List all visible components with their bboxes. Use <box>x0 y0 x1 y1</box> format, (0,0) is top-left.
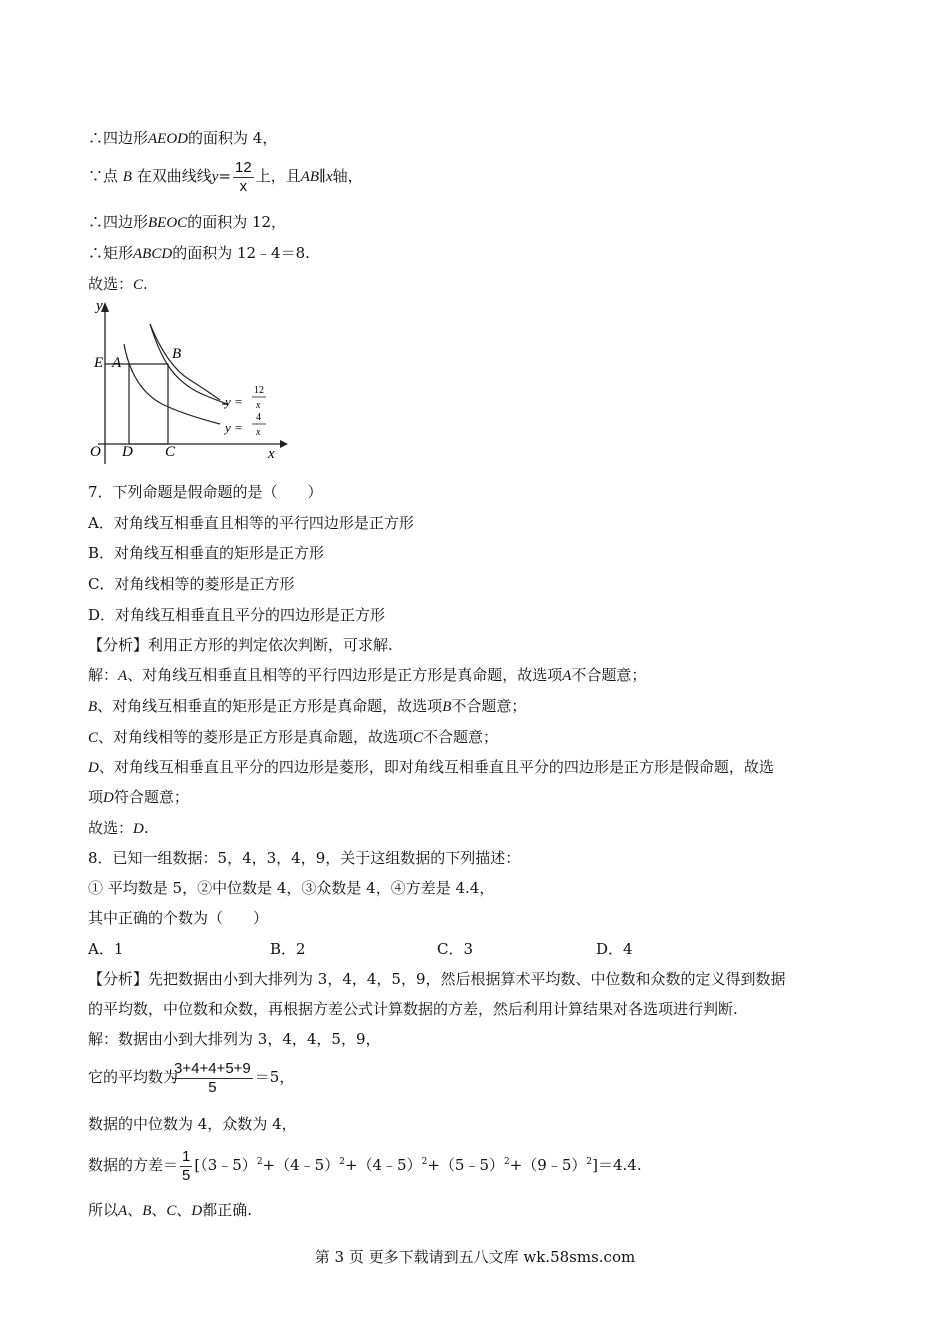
median-line: 数据的中位数为 4，众数为 4， <box>88 1115 297 1133</box>
option-a: A．1 <box>88 940 124 958</box>
option-d: D．4 <box>596 940 633 958</box>
numerator: 3+4+4+5+9 <box>174 1059 251 1077</box>
label-x: x <box>268 446 275 462</box>
text: 、 <box>176 1201 192 1219</box>
denominator: x <box>239 177 248 195</box>
exponent: 2 <box>256 1157 263 1167</box>
exponent: 2 <box>421 1157 428 1167</box>
fraction <box>233 159 254 196</box>
math-text: A <box>562 668 572 684</box>
math-text: B <box>142 1203 152 1219</box>
statements: ① 平均数是 5，②中位数是 4，③众数是 4，④方差是 4.4， <box>88 879 495 897</box>
label-d: D <box>122 444 133 460</box>
math-text: C <box>133 277 144 293</box>
text: ∴四边形 <box>88 213 149 231</box>
text: +（4﹣5） <box>262 1156 340 1174</box>
question-8: 8．已知一组数据：5，4，3，4，9，关于这组数据的下列描述： <box>88 849 521 867</box>
question-prompt: 其中正确的个数为（ ） <box>88 909 269 927</box>
text: 、对角线互相垂直的矩形是正方形是真命题，故选项 <box>97 697 443 715</box>
math-text: D <box>88 760 99 776</box>
text: ∵点 <box>88 167 119 185</box>
math-text: BEOC <box>148 215 188 231</box>
text: 、对角线相等的菱形是正方形是真命题，故选项 <box>98 728 414 746</box>
text: 的面积为 4， <box>188 129 278 147</box>
math-text: D <box>191 1203 203 1219</box>
exponent: 2 <box>339 1157 345 1167</box>
label-b: B <box>172 346 182 362</box>
exponent: 2 <box>503 1157 510 1167</box>
analysis: 【分析】利用正方形的判定依次判断，可求解. <box>88 636 393 654</box>
text: 、对角线互相垂直且平分的四边形是菱形，即对角线互相垂直且平分的四边形是正方形是假命题，故选 <box>98 758 774 776</box>
text: ∴矩形 <box>88 244 134 262</box>
text: 数据的方差＝ <box>88 1156 179 1174</box>
text-line <box>88 156 363 197</box>
text: ＝5， <box>254 1068 295 1086</box>
solution-line <box>88 787 189 808</box>
curve1-label: y = <box>225 394 243 409</box>
hyperbola-figure <box>82 296 292 466</box>
text: [（3﹣5） <box>194 1156 257 1174</box>
label-a: A <box>112 355 122 371</box>
math-text: x <box>325 169 333 185</box>
math-text: y <box>211 169 219 185</box>
text: 轴， <box>332 167 363 185</box>
text: 在双曲线线 <box>136 167 212 185</box>
solution-line <box>88 727 498 748</box>
text: +（4﹣5） <box>344 1156 422 1174</box>
option-c: C．对角线相等的菱形是正方形 <box>88 575 295 593</box>
solution-line: 解：数据由小到大排列为 3，4，4，5，9， <box>88 1030 381 1048</box>
text: 都正确. <box>202 1201 253 1219</box>
question-7: 7．下列命题是假命题的是（ ） <box>88 483 323 501</box>
curve2-num: 4 <box>256 412 261 423</box>
mean-fraction <box>172 1060 253 1097</box>
exponent: 2 <box>586 1157 593 1167</box>
curve-12-over-x-main <box>150 324 220 400</box>
text: 、 <box>151 1201 167 1219</box>
solution-line <box>88 757 774 778</box>
math-text: A <box>118 668 128 684</box>
solution-line <box>88 665 646 686</box>
text: ]＝4.4. <box>592 1156 642 1174</box>
solution-line <box>88 696 526 717</box>
text: 故选： <box>88 819 134 837</box>
text: 所以 <box>88 1201 119 1219</box>
text: 符合题意； <box>113 788 189 806</box>
curve1-den: x <box>256 400 261 411</box>
curve2-den: x <box>256 427 261 438</box>
conclusion-line <box>88 1200 252 1221</box>
text: . <box>143 819 149 837</box>
answer-line <box>88 818 149 839</box>
math-text: D <box>103 790 114 806</box>
variance-line <box>88 1139 642 1188</box>
text: 故选： <box>88 275 134 293</box>
option-a: A．对角线互相垂直且相等的平行四边形是正方形 <box>88 514 414 532</box>
x-axis-arrow <box>280 440 288 448</box>
text: 、对角线互相垂直且相等的平行四边形是正方形是真命题，故选项 <box>127 666 563 684</box>
math-text: B <box>88 699 98 715</box>
text: +（9﹣5） <box>509 1156 587 1174</box>
numerator: 1 <box>182 1147 191 1165</box>
label-c: C <box>165 444 176 460</box>
analysis-cont: 的平均数，中位数和众数，再根据方差公式计算数据的方差，然后利用计算结果对各选项进行判断. <box>88 1000 738 1018</box>
text-line <box>88 274 148 295</box>
math-text: ABCD <box>133 246 173 262</box>
option-b: B．对角线互相垂直的矩形是正方形 <box>88 544 325 562</box>
text: 的面积为 12﹣4＝8. <box>172 244 310 262</box>
math-text: D <box>133 821 144 837</box>
text: . <box>143 275 148 293</box>
text-line <box>88 243 310 264</box>
denominator: 5 <box>182 1166 191 1184</box>
text: +（5﹣5） <box>427 1156 504 1174</box>
text: 不合题意； <box>451 697 527 715</box>
text: 上，且 <box>255 167 301 185</box>
label-y: y <box>96 298 103 314</box>
text: 、 <box>127 1201 143 1219</box>
text: 解： <box>88 666 119 684</box>
curve2-label: y = <box>225 420 243 435</box>
label-e: E <box>94 355 104 371</box>
text-line <box>88 128 277 149</box>
text: 它的平均数为 <box>88 1068 179 1086</box>
text: 项 <box>88 788 104 806</box>
label-o: O <box>90 444 101 460</box>
text: 的面积为 12， <box>187 213 287 231</box>
denominator: 5 <box>208 1078 217 1096</box>
analysis: 【分析】先把数据由小到大排列为 3，4，4，5，9，然后根据算术平均数、中位数和众数的定义得到数据 <box>88 970 786 988</box>
mean-line <box>88 1054 294 1100</box>
math-text: AEOD <box>148 131 189 147</box>
numerator: 12 <box>235 158 252 176</box>
option-d: D．对角线互相垂直且平分的四边形是正方形 <box>88 606 386 624</box>
math-text: B <box>442 699 452 715</box>
variance-fraction <box>180 1148 192 1185</box>
math-text: C <box>413 730 424 746</box>
math-text: B <box>122 169 132 185</box>
text: ∥ <box>319 167 326 185</box>
page-footer: 第 3 页 更多下载请到五八文库 wk.58sms.com <box>314 1248 636 1266</box>
text: ∴四边形 <box>88 129 149 147</box>
math-text: C <box>88 730 99 746</box>
text: 不合题意； <box>423 728 499 746</box>
math-text: AB <box>300 169 320 185</box>
text: = <box>218 167 232 185</box>
text: 不合题意； <box>571 666 647 684</box>
math-text: C <box>166 1203 177 1219</box>
text-line <box>88 212 286 233</box>
option-c: C．3 <box>437 940 474 958</box>
math-text: A <box>118 1203 128 1219</box>
curve1-num: 12 <box>254 385 264 396</box>
option-b: B．2 <box>270 940 306 958</box>
